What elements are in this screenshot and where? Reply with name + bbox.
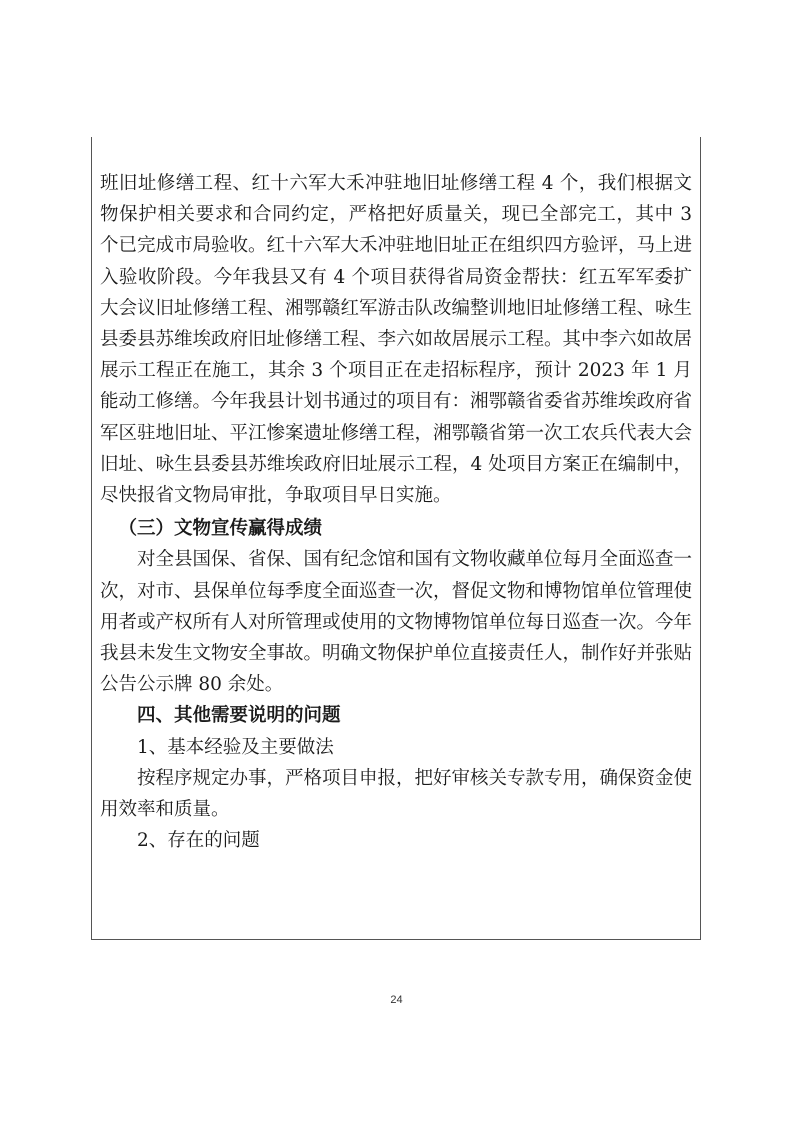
paragraph-project-progress: 班旧址修缮工程、红十六军大禾冲驻地旧址修缮工程 4 个，我们根据文物保护相关要求和合同约定，严格把好质量关，现已全部完工，其中 3 个已完成市局验收。红十六军大禾冲驻地旧址正在组织四方验评，马上进入验收阶段。今年我县又有 4 个项目获得省局资金帮扶：红五军军委扩大会议旧址修缮工程、湘鄂赣红军游击队改编整训地旧址修缮工程、咏生县委县苏维埃政府旧址修缮工程、李六如故居展示工程。其中李六如故居展示工程正在施工，其余 3 个项目正在走招标程序，预计 2023 年 1 月能动工修缮。今年我县计划书通过的项目有：湘鄂赣省委省苏维埃政府省军区驻地旧址、平江惨案遗址修缮工程，湘鄂赣省第一次工农兵代表大会旧址、咏生县委县苏维埃政府旧址展示工程，4 处项目方案正在编制中，尽快报省文物局审批，争取项目早日实施。 xyxy=(100,173,693,507)
document-body xyxy=(100,168,692,856)
subheading-existing-problems: 2、存在的问题 xyxy=(137,830,260,852)
heading-other-issues: 四、其他需要说明的问题 xyxy=(137,705,341,727)
heading-cultural-publicity: （三）文物宣传赢得成绩 xyxy=(118,518,323,540)
subheading-basic-experience: 1、基本经验及主要做法 xyxy=(137,736,334,758)
paragraph-procedures: 按程序规定办事，严格项目申报，把好审核关专款专用，确保资金使用效率和质量。 xyxy=(100,767,693,821)
page-number: 24 xyxy=(390,994,403,1006)
paragraph-safety-inspection: 对全县国保、省保、国有纪念馆和国有文物收藏单位每月全面巡查一次，对市、县保单位每季度全面巡查一次，督促文物和博物馆单位管理使用者或产权所有人对所管理或使用的文物博物馆单位每日巡查一次。今年我县未发生文物安全事故。明确文物保护单位直接责任人，制作好并张贴公告公示牌 80 余处。 xyxy=(100,549,693,696)
